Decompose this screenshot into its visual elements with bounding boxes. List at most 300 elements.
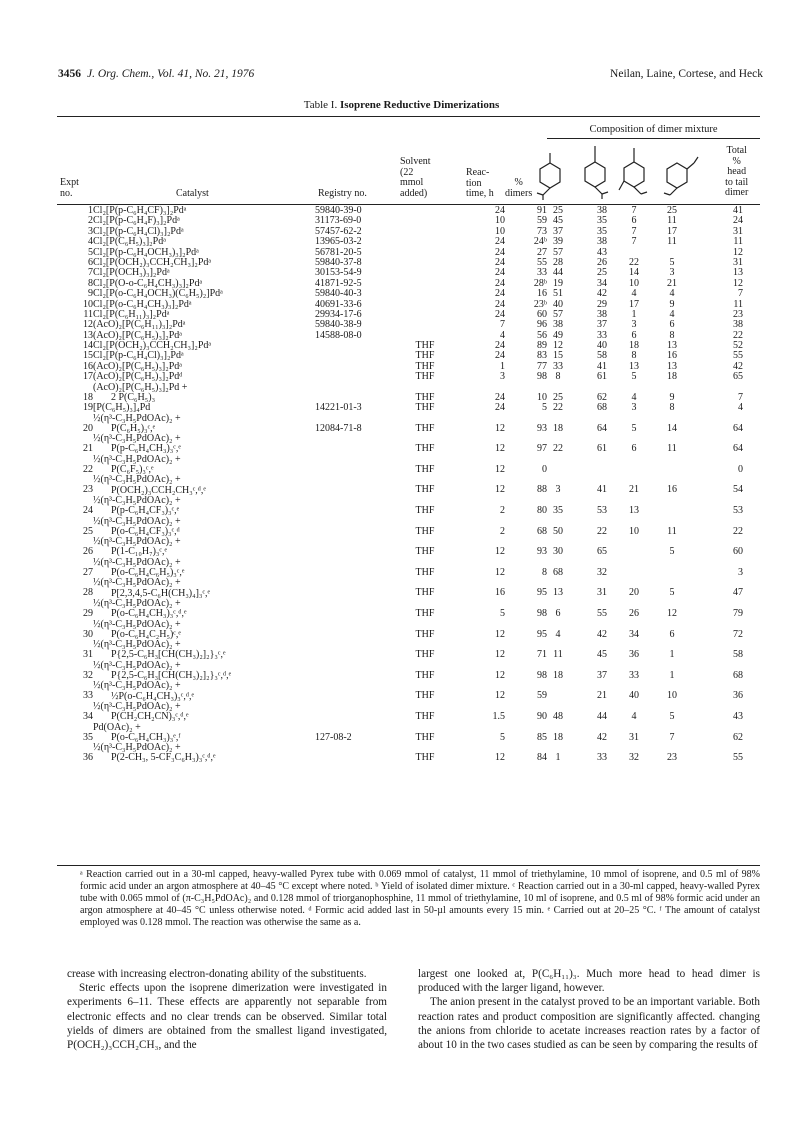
cell-d2: 40 [597, 340, 607, 352]
cell-no: 36 [83, 752, 93, 764]
cell-d1: 28 [553, 256, 563, 268]
cell-d1: 57 [553, 246, 563, 258]
cell-dim: 97 [537, 443, 547, 455]
cell-tot: 65 [733, 371, 743, 383]
cell-time: 12 [495, 628, 505, 640]
cell-d4: 16 [667, 484, 677, 496]
cell-tot: 54 [733, 484, 743, 496]
cell-dim: 10 [537, 391, 547, 403]
dimer-structure-2 [578, 140, 612, 200]
cell-d4: 3 [669, 267, 675, 279]
composition-header: Composition of dimer mixture [589, 124, 718, 135]
dimer-structure-1 [533, 145, 567, 201]
cell-no: 28 [83, 587, 93, 599]
cell-cat-line2: P(1-C₁₀H₇)₃ᶜ,ᵉ [111, 546, 168, 558]
cell-d1: 6 [555, 607, 561, 619]
cell-time: 24 [495, 308, 505, 320]
cell-sol: THF [415, 752, 435, 764]
cell-cat-line2: P(o-C₆H₄CH₃)₃ᶜ,ᵈ,ᵉ [111, 608, 187, 620]
cell-d4: 5 [669, 587, 675, 599]
cell-cat: ½(η³-C₃H₅PdOAc)₂ + [93, 597, 181, 609]
table-row [57, 640, 760, 661]
cell-cat-line2: P(o-C₆H₄C₂H₅)ᶜ,ᵉ [111, 628, 181, 640]
cell-d1: 37 [553, 225, 563, 237]
cell-d1: 11 [553, 649, 563, 661]
cell-tot: 31 [733, 225, 743, 237]
cell-dim: 90 [537, 710, 547, 722]
cell-d2: 61 [597, 443, 607, 455]
cell-d4: 18 [667, 371, 677, 383]
cell-tot: 64 [733, 422, 743, 434]
cell-d2: 65 [597, 546, 607, 558]
cell-d4: 5 [669, 710, 675, 722]
cell-no: 20 [83, 422, 93, 434]
cell-cat: ½(η³-C₃H₅PdOAc)₂ + [93, 474, 181, 486]
cell-no: 27 [83, 566, 93, 578]
table-row [57, 558, 760, 579]
cell-d4: 25 [667, 205, 677, 216]
cell-dim: 16 [537, 288, 547, 300]
table-bottom-rule [57, 865, 760, 866]
cell-d4: 8 [669, 329, 675, 341]
cell-no: 19 [83, 402, 93, 414]
cell-sol: THF [415, 360, 435, 372]
cell-time: 24 [495, 277, 505, 289]
table-row [57, 599, 760, 620]
cell-d3: 36 [629, 649, 639, 661]
cell-time: 12 [495, 422, 505, 434]
cell-time: 3 [500, 371, 505, 383]
cell-d1: 48 [553, 710, 563, 722]
cell-time: 5 [500, 731, 505, 743]
cell-time: 10 [495, 225, 505, 237]
cell-d3: 1 [631, 308, 637, 320]
cell-cat: ½(η³-C₃H₅PdOAc)₂ + [93, 412, 181, 424]
cell-cat: (AcO)₂[P(C₆H₁₁)₃]₂Pdᵃ [93, 319, 186, 331]
cell-no: 13 [83, 329, 93, 341]
table-row [57, 723, 760, 744]
cell-d1: 25 [553, 205, 563, 216]
cell-time: 24 [495, 402, 505, 414]
cell-tot: 38 [733, 319, 743, 331]
cell-d1: 33 [553, 360, 563, 372]
cell-d3: 21 [629, 484, 639, 496]
cell-tot: 12 [733, 277, 743, 289]
table-caption: Isoprene Reductive Dimerizations [339, 99, 500, 111]
cell-d2: 33 [597, 329, 607, 341]
cell-d1: 19 [553, 277, 563, 289]
table-row [57, 578, 760, 599]
cell-cat-line2: P(p-C₆H₄CH₃)₃ᶜ,ᵉ [111, 443, 181, 455]
cell-d2: 37 [597, 319, 607, 331]
cell-d2: 64 [597, 422, 607, 434]
cell-dim: 24ᵇ [533, 236, 547, 248]
cell-time: 24 [495, 256, 505, 268]
cell-tot: 47 [733, 587, 743, 599]
cell-d2: 55 [597, 607, 607, 619]
cell-d3: 5 [631, 371, 637, 383]
cell-tot: 7 [738, 391, 743, 403]
cell-d2: 58 [597, 350, 607, 362]
cell-cat: Cl₂[P(C₆H₁₁)₃]₂Pdᵃ [93, 308, 170, 320]
cell-sol: THF [415, 710, 435, 722]
cell-sol: THF [415, 340, 435, 352]
cell-reg: 127-08-2 [315, 731, 352, 743]
cell-d3: 4 [631, 288, 637, 300]
cell-d4: 7 [669, 731, 675, 743]
cell-sol: THF [415, 505, 435, 516]
cell-d3: 13 [629, 505, 639, 516]
cell-sol: THF [415, 690, 435, 702]
cell-cat-line2: P(C₆F₅)₃ᶜ,ᵉ [111, 464, 154, 475]
col-header-expt: Expt no. [60, 177, 79, 199]
cell-d4: 9 [669, 391, 675, 403]
cell-d2: 42 [597, 731, 607, 743]
cell-no: 33 [83, 690, 93, 702]
cell-no: 21 [83, 443, 93, 455]
cell-d3: 22 [629, 256, 639, 268]
cell-time: 12 [495, 669, 505, 681]
cell-d2: 29 [597, 298, 607, 310]
cell-no: 30 [83, 628, 93, 640]
cell-no: 5 [88, 246, 93, 258]
cell-cat-line2: P(p-C₆H₄CF₃)₃ᶜ,ᵉ [111, 505, 180, 517]
cell-dim: 83 [537, 350, 547, 362]
cell-sol: THF [415, 525, 435, 537]
cell-d4: 17 [667, 225, 677, 237]
cell-cat: Cl₂[P(OCH₂)₃CCH₂CH₃]₂Pdᵃ [93, 256, 212, 268]
cell-tot: 11 [733, 236, 743, 248]
cell-d3: 8 [631, 350, 637, 362]
cell-time: 5 [500, 607, 505, 619]
cell-no: 14 [83, 340, 93, 352]
cell-time: 12 [495, 752, 505, 764]
body-left-column [67, 967, 387, 1052]
cell-cat: ½(η³-C₃H₅PdOAc)₂ + [93, 536, 181, 548]
cell-dim: 60 [537, 308, 547, 320]
cell-d2: 41 [597, 484, 607, 496]
cell-d3: 3 [631, 402, 637, 414]
cell-dim: 98 [537, 607, 547, 619]
cell-tot: 62 [733, 731, 743, 743]
cell-no: 24 [83, 505, 93, 516]
cell-cat: ½(η³-C₃H₅PdOAc)₂ + [93, 495, 181, 506]
cell-cat: Cl₂[P(O-o-C₆H₄CH₃)₃]₂Pdᵃ [93, 277, 203, 289]
cell-tot: 79 [733, 607, 743, 619]
dimer-structure-3 [617, 140, 651, 200]
cell-time: 16 [495, 587, 505, 599]
cell-d4: 1 [669, 669, 675, 681]
cell-cat: Cl₂[P(p-C₆H₄Cl)₃]₂Pdᵃ [93, 225, 184, 237]
cell-d2: 32 [597, 566, 607, 578]
cell-d4: 11 [667, 236, 677, 248]
cell-sol: THF [415, 402, 435, 414]
cell-no: 26 [83, 546, 93, 558]
table-row [57, 517, 760, 538]
cell-tot: 31 [733, 256, 743, 268]
cell-time: 12 [495, 566, 505, 578]
cell-tot: 36 [733, 690, 743, 702]
table-row [57, 434, 760, 455]
page-number: 3456 [58, 68, 81, 80]
table-row [57, 743, 760, 764]
cell-dim: 96 [537, 319, 547, 331]
cell-sol: THF [415, 649, 435, 661]
cell-d3: 10 [629, 277, 639, 289]
col-header-catalyst: Catalyst [176, 188, 209, 199]
cell-no: 17 [83, 371, 93, 383]
cell-d4: 14 [667, 422, 677, 434]
cell-d3: 18 [629, 340, 639, 352]
cell-cat-line2: P(o-C₆H₄CH₃)₃ᵉ,ᶠ [111, 731, 181, 743]
cell-time: 12 [495, 463, 505, 475]
cell-cat-line2: P(o-C₆H₄CF₃)₃ᶜ,ᵈ [111, 525, 180, 537]
cell-tot: 3 [738, 566, 743, 578]
cell-d2: 34 [597, 277, 607, 289]
cell-d1: 51 [553, 288, 563, 300]
cell-no: 31 [83, 649, 93, 661]
table-row [57, 537, 760, 558]
cell-tot: 23 [733, 308, 743, 320]
cell-dim: 0 [542, 463, 547, 475]
cell-sol: THF [415, 628, 435, 640]
table-row [57, 455, 760, 476]
cell-d2: 38 [597, 236, 607, 248]
cell-cat-line2: P(2-CH₃, 5-CF₃C₆H₃)₃ᶜ,ᵈ,ᵉ [111, 752, 216, 764]
cell-cat: (AcO)₂[P(C₆H₅)₃]₂Pdᵃ [93, 329, 183, 341]
col-header-registry: Registry no. [318, 188, 367, 199]
body-paragraph: crease with increasing electron-donating ability of the substituents. [67, 968, 367, 980]
cell-no: 2 [88, 215, 93, 227]
cell-reg: 59840-37-8 [315, 256, 362, 268]
cell-d2: 35 [597, 215, 607, 227]
cell-no: 1 [88, 205, 93, 216]
cell-time: 24 [495, 391, 505, 403]
cell-d4: 13 [667, 340, 677, 352]
table-row [57, 702, 760, 723]
cell-d4: 9 [669, 298, 675, 310]
cell-cat: [P(C₆H₅)₃]₄Pd [93, 402, 151, 414]
cell-d1: 22 [553, 443, 563, 455]
cell-tot: 43 [733, 710, 743, 722]
table-footnotes: ᵃ Reaction carried out in a 30-ml capped, heavy-walled Pyrex tube with 0.069 mmol of catalyst, 11 mmol of triethylamine, 10 mmol of isoprene, and 0.5 ml of 98% formic acid under an argon atmosphere at 40–45 °C except where noted. ᵇ Yield of isolated dimer mixture. ᶜ Reaction carried out in a 30-ml capped, heavy-walled Pyrex tube with 0.065 mmol of (π-C₃H₅PdOAc)₂ and 0.128 mmol of triorganophosphine, 11 mmol of triethylamine, 10 ml of isoprene, and 0.5 ml of 98% formic acid under an argon atmosphere at 40–45 °C unless otherwise noted. ᵈ Formic acid added last in 50-µl amounts every 15 min. ᵉ Carried out at 20–25 °C. ᶠ The amount of catalyst employed was 0.128 mmol. The reaction was otherwise the same as a. [80, 869, 760, 928]
cell-cat-line2: P{2,5-C₆H₃[CH(CH₃)₂]₂}₃ᶜ,ᵈ,ᵉ [111, 669, 232, 681]
col-header-dimers: % dimers [505, 177, 533, 199]
col-header-solvent: Solvent (22 mmol added) [400, 156, 431, 199]
cell-d1: 38 [553, 319, 563, 331]
cell-time: 10 [495, 215, 505, 227]
cell-d4: 16 [667, 350, 677, 362]
cell-cat: Cl₂[P(C₆H₅)₃]₂Pdᵃ [93, 236, 166, 248]
cell-d3: 4 [631, 391, 637, 403]
cell-cat-line2: 2 P(C₆H₅)₃ [111, 391, 156, 403]
cell-cat: ½(η³-C₃H₅PdOAc)₂ + [93, 659, 181, 671]
cell-tot: 41 [733, 205, 743, 216]
cell-tot: 4 [738, 402, 743, 414]
cell-reg: 14221-01-3 [315, 402, 362, 414]
cell-no: 23 [83, 484, 93, 496]
cell-d3: 32 [629, 752, 639, 764]
body-right-column [418, 967, 760, 1052]
cell-cat: ½(η³-C₃H₅PdOAc)₂ + [93, 556, 181, 568]
cell-tot: 55 [733, 350, 743, 362]
body-paragraph: Steric effects upon the isoprene dimerization were investigated in experiments 6–11. These effects are apparently not separable from electronic effects and no clear trends can be observed. Similar total yields of dimers are obtained from the smallest ligand investigated, P(OCH₂)₃CCH₂CH₃, and the [67, 982, 387, 1052]
cell-d3: 33 [629, 669, 639, 681]
cell-cat-line2: P(C₆H₅)₃ᶜ,ᵉ [111, 422, 156, 434]
cell-time: 24 [495, 246, 505, 258]
cell-d1: 1 [555, 752, 561, 764]
cell-cat: ½(η³-C₃H₅PdOAc)₂ + [93, 577, 181, 589]
cell-d4: 4 [669, 308, 675, 320]
table-top-rule [57, 116, 760, 117]
cell-no: 18 [83, 391, 93, 403]
cell-no: 11 [83, 308, 93, 320]
cell-d1: 39 [553, 236, 563, 248]
cell-no: 7 [88, 267, 93, 279]
cell-reg: 29934-17-6 [315, 308, 362, 320]
table-row [57, 237, 760, 247]
cell-d4: 5 [669, 256, 675, 268]
cell-d4: 23 [667, 752, 677, 764]
cell-dim: 56 [537, 329, 547, 341]
cell-d4: 11 [667, 215, 677, 227]
cell-d4: 21 [667, 277, 677, 289]
cell-dim: 59 [537, 690, 547, 702]
cell-tot: 68 [733, 669, 743, 681]
col-header-total: Total % head to tail dimer [725, 145, 749, 198]
cell-sol: THF [415, 731, 435, 743]
table-row [57, 383, 760, 404]
cell-reg: 40691-33-6 [315, 298, 362, 310]
cell-cat: Cl₂[P(o-C₆H₄CH₃)₃]₂Pdᵃ [93, 298, 192, 310]
cell-d1: 8 [555, 371, 561, 383]
cell-d2: 38 [597, 308, 607, 320]
table-row [57, 661, 760, 682]
cell-no: 3 [88, 225, 93, 237]
cell-reg: 13965-03-2 [315, 236, 362, 248]
cell-d3: 40 [629, 690, 639, 702]
cell-no: 4 [88, 236, 93, 248]
cell-d2: 38 [597, 205, 607, 216]
cell-reg: 59840-39-0 [315, 205, 362, 216]
cell-d1: 25 [553, 391, 563, 403]
cell-dim: 95 [537, 587, 547, 599]
cell-cat: Cl₂[P(p-C₆H₄F)₃]₂Pdᵃ [93, 215, 180, 227]
table-row [57, 289, 760, 299]
table-body [57, 206, 760, 764]
cell-time: 12 [495, 443, 505, 455]
cell-no: 34 [83, 710, 93, 722]
cell-dim: 98 [537, 371, 547, 383]
cell-time: 12 [495, 484, 505, 496]
cell-d2: 53 [597, 505, 607, 516]
cell-cat: Cl₂[P(p-C₆H₄CF)₃]₂Pdᵃ [93, 205, 187, 216]
cell-time: 24 [495, 350, 505, 362]
cell-d3: 14 [629, 267, 639, 279]
table-label: Table I. [303, 99, 338, 111]
cell-d1: 18 [553, 422, 563, 434]
cell-cat: ½(η³-C₃H₅PdOAc)₂ + [93, 742, 181, 754]
cell-time: 24 [495, 267, 505, 279]
cell-sol: THF [415, 422, 435, 434]
cell-d1: 45 [553, 215, 563, 227]
cell-d1: 18 [553, 731, 563, 743]
cell-dim: 85 [537, 731, 547, 743]
cell-d1: 49 [553, 329, 563, 341]
cell-dim: 80 [537, 505, 547, 516]
cell-dim: 27 [537, 246, 547, 258]
cell-d1: 44 [553, 267, 563, 279]
cell-d1: 30 [553, 546, 563, 558]
cell-no: 22 [83, 463, 93, 475]
cell-d3: 20 [629, 587, 639, 599]
cell-no: 6 [88, 256, 93, 268]
cell-dim: 95 [537, 628, 547, 640]
cell-reg: 12084-71-8 [315, 422, 362, 434]
cell-d3: 31 [629, 731, 639, 743]
cell-dim: 93 [537, 546, 547, 558]
cell-sol: THF [415, 443, 435, 455]
cell-tot: 12 [733, 246, 743, 258]
cell-d4: 4 [669, 288, 675, 300]
cell-tot: 53 [733, 505, 743, 516]
cell-d3: 6 [631, 443, 637, 455]
cell-no: 29 [83, 607, 93, 619]
cell-d1: 57 [553, 308, 563, 320]
cell-time: 2 [500, 505, 505, 516]
cell-tot: 52 [733, 340, 743, 352]
cell-dim: 73 [537, 225, 547, 237]
cell-d2: 42 [597, 288, 607, 300]
cell-cat-line2: P(CH₂CH₂CN)₃ᶜ,ᵈ,ᵉ [111, 711, 189, 723]
cell-time: 2 [500, 525, 505, 537]
cell-tot: 22 [733, 525, 743, 537]
cell-tot: 13 [733, 267, 743, 279]
table-row [57, 496, 760, 517]
cell-reg: 31173-69-0 [315, 215, 362, 227]
cell-cat-line2: P[2,3,4,5-C₆H(CH₃)₄]₃ᶜ,ᵉ [111, 587, 211, 599]
cell-tot: 42 [733, 360, 743, 372]
cell-sol: THF [415, 669, 435, 681]
cell-d2: 44 [597, 710, 607, 722]
cell-d1: 3 [555, 484, 561, 496]
cell-tot: 60 [733, 546, 743, 558]
cell-reg: 56781-20-5 [315, 246, 362, 258]
cell-time: 24 [495, 340, 505, 352]
cell-dim: 5 [542, 402, 547, 414]
cell-no: 10 [83, 298, 93, 310]
cell-time: 1.5 [492, 710, 505, 722]
cell-d4: 11 [667, 443, 677, 455]
cell-sol: THF [415, 546, 435, 558]
cell-d4: 12 [667, 607, 677, 619]
cell-time: 12 [495, 546, 505, 558]
cell-cat: ½(η³-C₃H₅PdOAc)₂ + [93, 433, 181, 445]
cell-sol: THF [415, 463, 435, 475]
cell-reg: 14588-08-0 [315, 329, 362, 341]
cell-d4: 1 [669, 649, 675, 661]
cell-dim: 28ᵇ [533, 277, 547, 289]
cell-dim: 55 [537, 256, 547, 268]
body-paragraph: largest one looked at, P(C₆H₁₁)₃. Much more head to head dimer is produced with the larger ligand, however. [418, 968, 760, 995]
cell-tot: 11 [733, 298, 743, 310]
cell-time: 4 [500, 329, 505, 341]
journal-citation: J. Org. Chem., Vol. 41, No. 21, 1976 [87, 68, 255, 80]
cell-d4: 6 [669, 319, 675, 331]
cell-time: 1 [500, 360, 505, 372]
cell-reg: 59840-40-3 [315, 288, 362, 300]
cell-d2: 45 [597, 649, 607, 661]
